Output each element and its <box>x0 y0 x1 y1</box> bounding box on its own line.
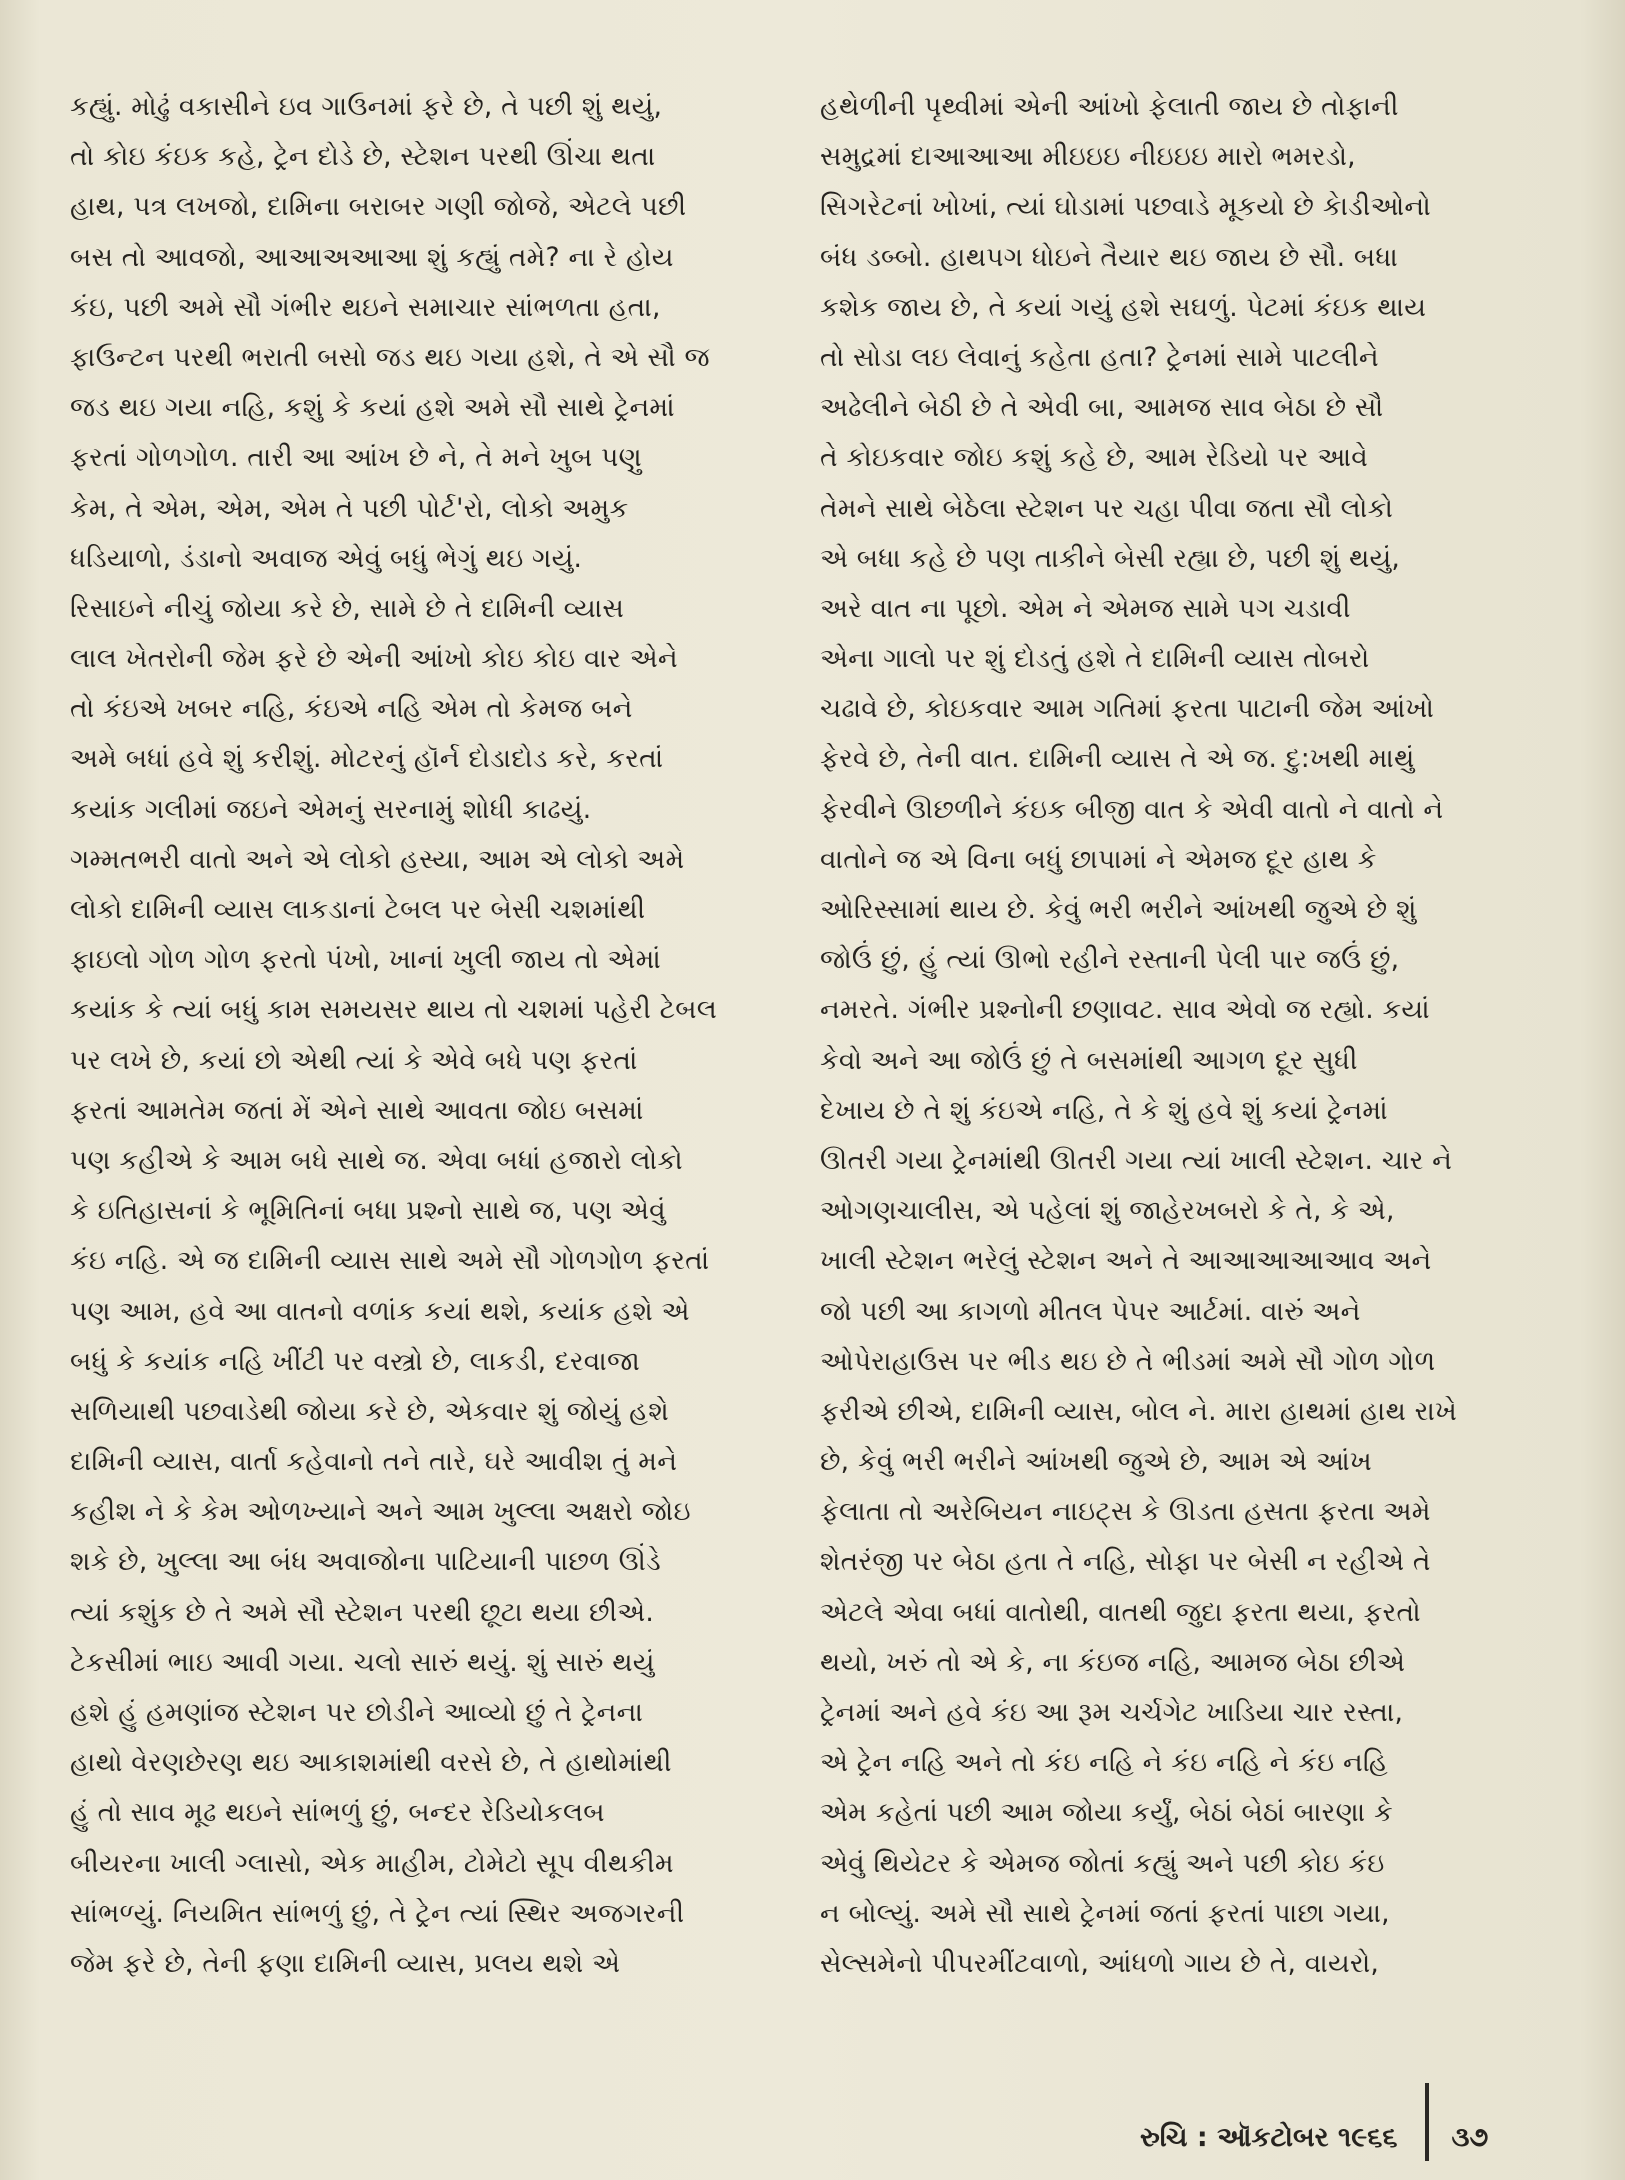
left-text-line: પણ આમ, હવે આ વાતનો વળાંક કયાં થશે, કયાંક હશે એ <box>70 1295 690 1327</box>
left-text-line: ધડિયાળો, ડંડાનો અવાજ એવું બધું ભેગું થઇ ગયું. <box>70 542 583 574</box>
right-text-line: તે કોઇકવાર જોઇ કશું કહે છે, આમ રેડિયો પર આવે <box>820 442 1368 474</box>
page-footer <box>1140 2116 1560 2160</box>
right-text-line: વાતોને જ એ વિના બધું છાપામાં ને એમજ દૂર હાથ કે <box>820 843 1377 875</box>
left-text-line: ફરતાં આમતેમ જતાં મેં એને સાથે આવતા જોઇ બસમાં <box>70 1094 644 1126</box>
left-text-line: ફરતાં ગોળગોળ. તારી આ આંખ છે ને, તે મને ખુબ પણુ <box>70 442 642 474</box>
right-text-line: ઓરિસ્સામાં થાય છે. કેવું ભરી ભરીને આંખથી જુએ છે શું <box>820 894 1417 925</box>
right-text-line: ખાલી સ્ટેશન ભરેલું સ્ટેશન અને તે આઆઆઆઆવ અને <box>820 1245 1432 1277</box>
left-text-column <box>70 82 770 1989</box>
right-text-line: ઓગણચાલીસ, એ પહેલાં શું જાહેરખબરો કે તે, કે એ, <box>820 1195 1395 1227</box>
right-text-line: હથેળીની પૃથ્વીમાં એની આંખો ફેલાતી જાય છે તોફાની <box>820 91 1399 122</box>
right-text-line: અરે વાત ના પૂછો. એમ ને એમજ સામે પગ ચડાવી <box>820 592 1351 624</box>
right-text-line: તેમને સાથે બેઠેલા સ્ટેશન પર ચહા પીવા જતા સૌ લોકો <box>820 492 1394 524</box>
right-text-line: શેતરંજી પર બેઠા હતા તે નહિ, સોફા પર બેસી ન રહીએ તે <box>820 1546 1431 1578</box>
left-text-line: રિસાઇને નીચું જોયા કરે છે, સામે છે તે દામિની વ્યાસ <box>70 592 625 624</box>
right-text-line: નમરતે. ગંભીર પ્રશ્નોની છણાવટ. સાવ એવો જ રહ્યો. કયાં <box>820 994 1430 1026</box>
right-text-line: ફરીએ છીએ, દામિની વ્યાસ, બોલ ને. મારા હાથમાં હાથ રાખે <box>820 1395 1457 1427</box>
left-text-line: ફાઇલો ગોળ ગોળ ફરતો પંખો, ખાનાં ખુલી જાય તો એમાં <box>70 944 661 976</box>
right-text-line: બંધ ડબ્બો. હાથપગ ધોઇને તૈયાર થઇ જાય છે સૌ. બધા <box>820 241 1398 273</box>
left-text-line: બસ તો આવજો, આઆઅઆઆ શું કહ્યું તમે? ના રે હોય <box>70 241 674 273</box>
right-text-line: એમ કહેતાં પછી આમ જોયા કર્યું, બેઠાં બેઠાં બારણા કે <box>820 1797 1393 1829</box>
right-text-line: જોઉં છું, હું ત્યાં ઊભો રહીને રસ્તાની પેલી પાર જઉં છું, <box>820 944 1400 976</box>
left-text-line: જેમ ફરે છે, તેની ફણા દામિની વ્યાસ, પ્રલય થશે એ <box>70 1947 621 1979</box>
left-text-line: હશે હું હમણાંજ સ્ટેશન પર છોડીને આવ્યો છું તે ટ્રેનના <box>70 1697 644 1728</box>
right-text-line: સેલ્સમેનો પીપરમીંટવાળો, આંધળો ગાય છે તે, વાયરો, <box>820 1947 1380 1979</box>
left-text-line: કયાંક ગલીમાં જઇને એમનું સરનામું શોધી કાઢયું. <box>70 793 592 825</box>
right-text-line: સમુદ્રમાં દાઆઆઆ મીઇઇઇ નીઇઇઇ મારો ભમરડો, <box>820 141 1356 173</box>
right-text-line: ન બોલ્યું. અમે સૌ સાથે ટ્રેનમાં જતાં ફરતાં પાછા ગયા, <box>820 1897 1390 1929</box>
left-text-line: લોકો દામિની વ્યાસ લાકડાનાં ટેબલ પર બેસી ચશમાંથી <box>70 894 646 925</box>
right-text-line: એ ટ્રેન નહિ અને તો કંઇ નહિ ને કંઇ નહિ ને કંઇ નહિ <box>820 1747 1388 1779</box>
left-text-line: હાથ, પત્ર લખજો, દામિના બરાબર ગણી જોજે, એટલે પછી <box>70 191 687 223</box>
left-text-line: સળિયાથી પછવાડેથી જોયા કરે છે, એકવાર શું જોયું હશે <box>70 1395 669 1427</box>
right-text-line: થયો, ખરું તો એ કે, ના કંઇજ નહિ, આમજ બેઠા છીએ <box>820 1646 1406 1678</box>
left-text-line: દામિની વ્યાસ, વાર્તા કહેવાનો તને તારે, ઘરે આવીશ તું મને <box>70 1446 678 1478</box>
left-text-line: કયાંક કે ત્યાં બધું કામ સમયસર થાય તો ચશમાં પહેરી ટેબલ <box>70 994 717 1026</box>
left-text-line: કંઇ નહિ. એ જ દામિની વ્યાસ સાથે અમે સૌ ગોળગોળ ફરતાં <box>70 1245 710 1277</box>
left-text-line: ટેકસીમાં ભાઇ આવી ગયા. ચલો સારું થયું. શું સારું થયું <box>70 1646 655 1678</box>
right-text-line: ફેલાતા તો અરેબિયન નાઇટ્સ કે ઊડતા હસતા ફરતા અમે <box>820 1496 1431 1528</box>
left-text-line: કંઇ, પછી અમે સૌ ગંભીર થઇને સમાચાર સાંભળતા હતા, <box>70 291 661 323</box>
left-text-line: હાથો વેરણછેરણ થઇ આકાશમાંથી વરસે છે, તે હાથોમાંથી <box>70 1747 672 1779</box>
left-text-line: કે ઇતિહાસનાં કે ભૂમિતિનાં બધા પ્રશ્નો સાથે જ, પણ એવું <box>70 1195 666 1227</box>
page-number: ૩૭ <box>1451 2122 1489 2153</box>
left-text-line: સાંભળ્યું. નિયમિત સાંભળું છું, તે ટ્રેન ત્યાં સ્થિર અજગરની <box>70 1897 685 1929</box>
right-text-line: ટ્રેનમાં અને હવે કંઇ આ રૂમ ચર્ચગેટ ખાડિયા ચાર રસ્તા, <box>820 1697 1404 1728</box>
left-text-line: કેમ, તે એમ, એમ, એમ તે પછી પોર્ટ'રો, લોકો અમુક <box>70 492 629 524</box>
right-text-line: છે, કેવું ભરી ભરીને આંખથી જુએ છે, આમ એ આંખ <box>820 1446 1372 1478</box>
left-text-line: અમે બધાં હવે શું કરીશું. મોટરનું હૉર્ન દોડાદોડ કરે, કરતાં <box>70 743 664 775</box>
left-text-line: ગમ્મતભરી વાતો અને એ લોકો હસ્યા, આમ એ લોકો અમે <box>70 843 685 875</box>
left-text-line: શકે છે, ખુલ્લા આ બંધ અવાજોના પાટિયાની પાછળ ઊંડે <box>70 1546 661 1578</box>
left-text-line: કહ્યું. મોઢું વકાસીને ઇવ ગાઉનમાં ફરે છે, તે પછી શું થયું, <box>70 91 663 122</box>
left-text-line: પણ કહીએ કે આમ બધે સાથે જ. એવા બધાં હજારો લોકો <box>70 1144 683 1176</box>
right-text-line: ફેરવીને ઊછળીને કંઇક બીજી વાત કે એવી વાતો ને વાતો ને <box>820 793 1444 825</box>
right-text-line: કશેક જાય છે, તે કયાં ગયું હશે સઘળું. પેટમાં કંઇક થાય <box>820 291 1427 323</box>
left-text-line: ત્યાં કશુંક છે તે અમે સૌ સ્ટેશન પરથી છૂટા થયા છીએ. <box>70 1596 655 1628</box>
left-text-line: હું તો સાવ મૂઢ થઇને સાંભળું છું, બન્દર રેડિયોકલબ <box>70 1797 605 1829</box>
right-text-line: અઢેલીને બેઠી છે તે એવી બા, આમજ સાવ બેઠા છે સૌ <box>820 392 1384 424</box>
right-text-line: દેખાય છે તે શું કંઇએ નહિ, તે કે શું હવે શું કયાં ટ્રેનમાં <box>820 1094 1388 1126</box>
right-text-line: ચઢાવે છે, કોઇકવાર આમ ગતિમાં ફરતા પાટાની જેમ આંખો <box>820 693 1435 725</box>
left-text-line: પર લખે છે, કયાં છો એથી ત્યાં કે એવે બધે પણ ફરતાં <box>70 1044 638 1076</box>
right-text-line: એવું થિયેટર કે એમજ જોતાં કહ્યું અને પછી કોઇ કંઇ <box>820 1847 1385 1879</box>
right-text-line: જો પછી આ કાગળો મીતલ પેપર આર્ટમાં. વારું અને <box>820 1295 1361 1327</box>
right-text-line: તો સોડા લઇ લેવાનું કહેતા હતા? ટ્રેનમાં સામે પાટલીને <box>820 341 1379 373</box>
right-text-line: એ બધા કહે છે પણ તાકીને બેસી રહ્યા છે, પછી શું થયું, <box>820 542 1401 574</box>
right-text-line: એના ગાલો પર શું દોડતું હશે તે દામિની વ્યાસ તોબરો <box>820 643 1370 675</box>
left-text-line: બીયરના ખાલી ગ્લાસો, એક માહીમ, ટોમેટો સૂપ વીથકીમ <box>70 1847 674 1879</box>
left-text-line: જડ થઇ ગયા નહિ, કશું કે કયાં હશે અમે સૌ સાથે ટ્રેનમાં <box>70 392 675 424</box>
right-text-line: ફેરવે છે, તેની વાત. દામિની વ્યાસ તે એ જ. દુ:ખથી માથું <box>820 743 1415 775</box>
left-text-line: કહીશ ને કે કેમ ઓળખ્યાને અને આમ ખુલ્લા અક્ષરો જોઇ <box>70 1496 691 1528</box>
left-text-line: ફાઉન્ટન પરથી ભરાતી બસો જડ થઇ ગયા હશે, તે એ સૌ જ <box>70 341 710 373</box>
footer-divider <box>1425 2083 1429 2161</box>
right-text-line: ઊતરી ગયા ટ્રેનમાંથી ઊતરી ગયા ત્યાં ખાલી સ્ટેશન. ચાર ને <box>820 1144 1453 1176</box>
left-text-line: તો કંઇએ ખબર નહિ, કંઇએ નહિ એમ તો કેમજ બને <box>70 693 633 725</box>
left-text-line: લાલ ખેતરોની જેમ ફરે છે એની આંખો કોઇ કોઇ વાર એને <box>70 643 678 675</box>
right-text-line: સિગરેટનાં ખોખાં, ત્યાં ઘોડામાં પછવાડે મૂકયો છે કેાડીઓનો <box>820 191 1431 223</box>
right-text-column <box>820 82 1520 1989</box>
left-text-line: બધું કે કયાંક નહિ ખીંટી પર વસ્ત્રો છે, લાકડી, દરવાજા <box>70 1345 640 1377</box>
right-text-line: કેવો અને આ જોઉં છું તે બસમાંથી આગળ દૂર સુધી <box>820 1044 1358 1076</box>
right-text-line: ઓપેરાહાઉસ પર ભીડ થઇ છે તે ભીડમાં અમે સૌ ગોળ ગોળ <box>820 1345 1436 1377</box>
right-text-line: એટલે એવા બધાં વાતોથી, વાતથી જુદા ફરતા થયા, ફરતો <box>820 1596 1421 1628</box>
left-text-line: તો કોઇ કંઇક કહે, ટ્રેન દોડે છે, સ્ટેશન પરથી ઊંચા થતા <box>70 141 656 173</box>
journal-issue-label: રુચિ : ઑકટોબર ૧૯૬૬ <box>1140 2122 1398 2153</box>
